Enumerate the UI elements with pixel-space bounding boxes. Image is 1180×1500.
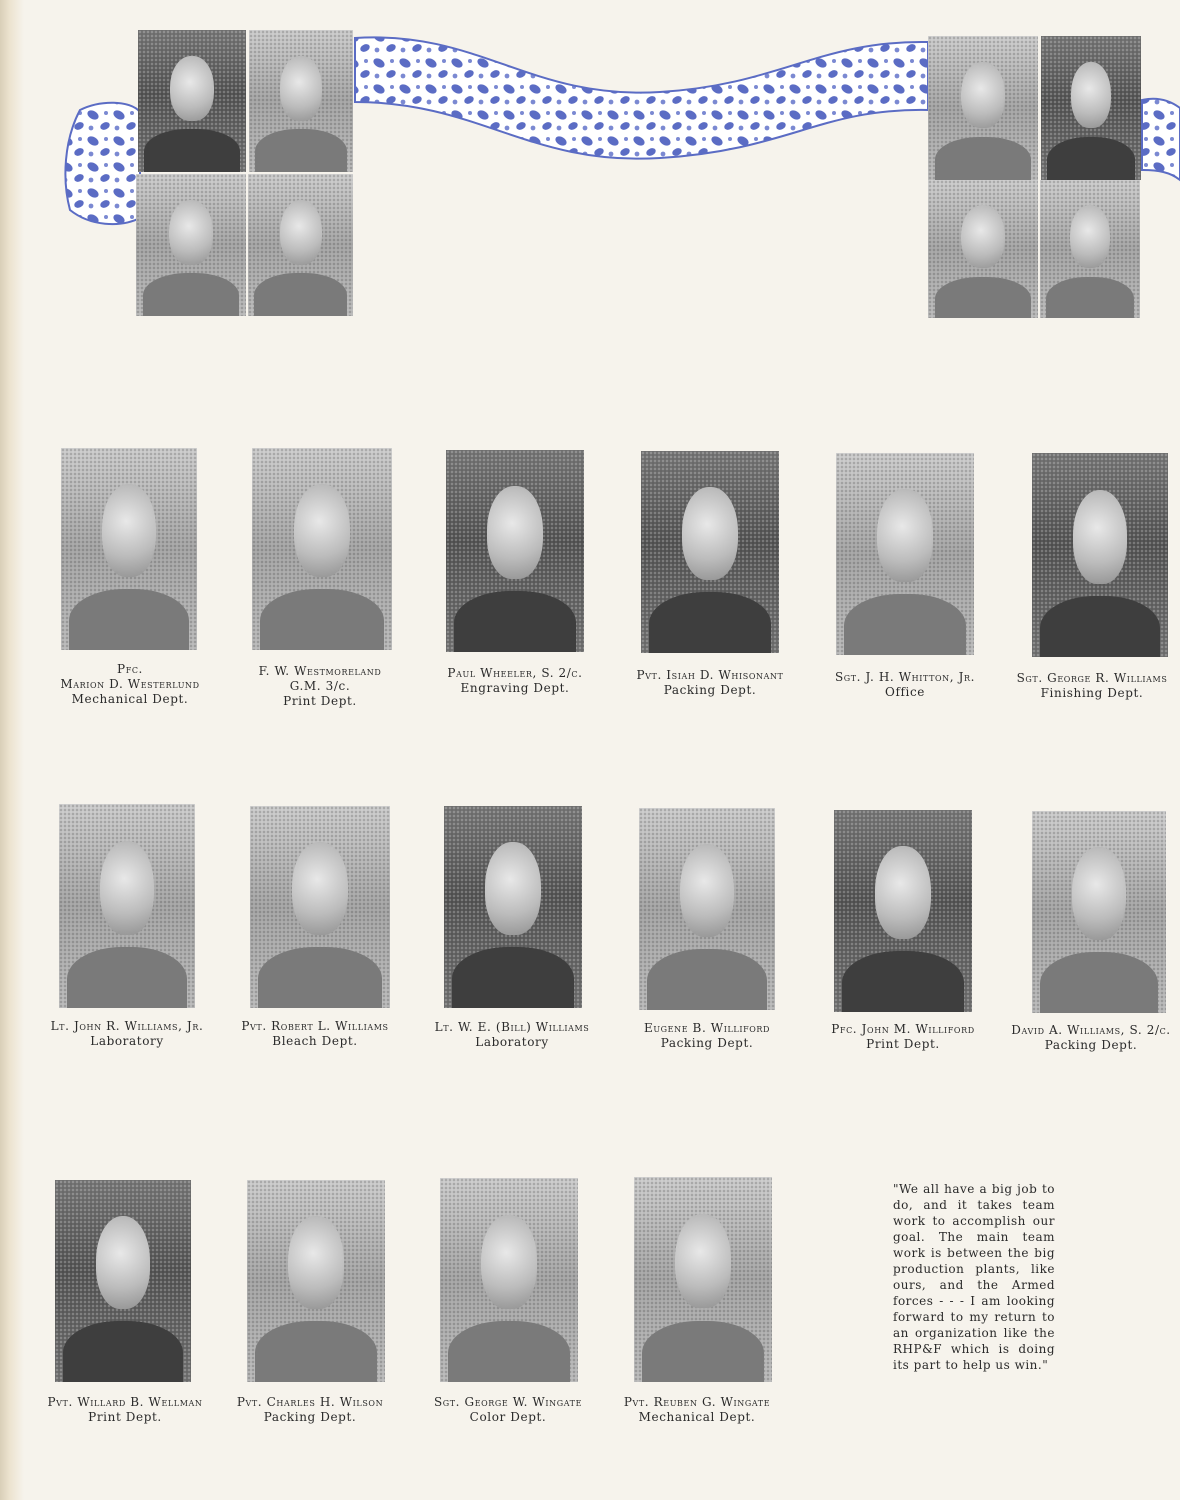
caption-line: Eugene B. Williford	[643, 1021, 771, 1035]
caption-line: Marion D. Westerlund	[60, 677, 200, 691]
portrait-caption	[415, 666, 615, 696]
portrait-caption	[412, 1020, 612, 1050]
portrait-photo	[440, 1178, 578, 1382]
portrait-caption	[25, 1395, 225, 1425]
portrait-photo	[136, 174, 246, 316]
portrait-photo	[1032, 811, 1166, 1013]
portrait-caption	[408, 1395, 608, 1425]
portrait-photo	[928, 180, 1038, 318]
caption-line: Print Dept.	[283, 694, 357, 708]
portrait-photo	[1041, 36, 1141, 180]
caption-line: David A. Williams, S. 2/c.	[1011, 1023, 1171, 1037]
page-binding-edge	[0, 0, 24, 1500]
portrait-caption	[210, 1395, 410, 1425]
portrait-caption	[30, 662, 230, 707]
caption-line: Paul Wheeler, S. 2/c.	[447, 666, 583, 680]
caption-line: Sgt. George W. Wingate	[433, 1395, 583, 1409]
caption-line: Pvt. Robert L. Williams	[241, 1019, 389, 1033]
portrait-photo	[639, 808, 775, 1010]
portrait-photo	[55, 1180, 191, 1382]
portrait-photo	[249, 30, 353, 172]
portrait-caption	[610, 668, 810, 698]
caption-line: Pfc. John M. Williford	[831, 1022, 975, 1036]
caption-line: Pvt. Charles H. Wilson	[236, 1395, 384, 1409]
caption-line: Color Dept.	[469, 1410, 547, 1424]
portrait-photo	[928, 36, 1038, 180]
ribbon-left-curl	[65, 103, 140, 224]
portrait-caption	[220, 664, 420, 709]
portrait-caption	[1003, 1023, 1179, 1053]
portrait-caption	[27, 1019, 227, 1049]
portrait-photo	[1040, 180, 1140, 318]
caption-line: Finishing Dept.	[1040, 686, 1144, 700]
caption-line: Lt. W. E. (Bill) Williams	[434, 1020, 590, 1034]
portrait-photo	[252, 448, 392, 650]
caption-line: G.M. 3/c.	[289, 679, 351, 693]
portrait-photo	[1032, 453, 1168, 657]
caption-line: Packing Dept.	[1044, 1038, 1138, 1052]
caption-line: Pfc.	[117, 662, 143, 676]
portrait-photo	[836, 453, 974, 655]
ribbon-right-tail	[1142, 99, 1180, 180]
portrait-photo	[250, 806, 390, 1008]
caption-line: Packing Dept.	[663, 683, 757, 697]
caption-line: Engraving Dept.	[460, 681, 570, 695]
portrait-caption	[805, 670, 1005, 700]
portrait-photo	[634, 1177, 772, 1382]
portrait-photo	[59, 804, 195, 1008]
portrait-caption	[597, 1395, 797, 1425]
portrait-photo	[138, 30, 246, 172]
caption-line: Print Dept.	[88, 1410, 162, 1424]
portrait-photo	[641, 451, 779, 653]
caption-line: Print Dept.	[866, 1037, 940, 1051]
portrait-photo	[247, 1180, 385, 1382]
portrait-photo	[248, 174, 353, 316]
caption-line: Mechanical Dept.	[638, 1410, 756, 1424]
portrait-photo	[444, 806, 582, 1008]
portrait-caption	[607, 1021, 807, 1051]
quote-text: "We all have a big job to do, and it takes team work to accomplish our goal. The main team work is between the big production plants, like ours, and the Armed forces - - - I am looking forward to my return to an organization like the RHP&F which is doing its part to help us win."	[893, 1182, 1055, 1372]
portrait-caption	[803, 1022, 1003, 1052]
caption-line: Lt. John R. Williams, Jr.	[50, 1019, 204, 1033]
caption-line: Pvt. Isiah D. Whisonant	[636, 668, 784, 682]
portrait-photo	[834, 810, 972, 1012]
caption-line: F. W. Westmoreland	[258, 664, 382, 678]
caption-line: Packing Dept.	[660, 1036, 754, 1050]
caption-line: Packing Dept.	[263, 1410, 357, 1424]
portrait-photo	[61, 448, 197, 650]
caption-line: Sgt. J. H. Whitton, Jr.	[834, 670, 976, 684]
caption-line: Pvt. Reuben G. Wingate	[623, 1395, 771, 1409]
caption-line: Laboratory	[90, 1034, 164, 1048]
caption-line: Sgt. George R. Williams	[1016, 671, 1168, 685]
caption-line: Bleach Dept.	[272, 1034, 358, 1048]
portrait-photo	[446, 450, 584, 652]
caption-line: Mechanical Dept.	[71, 692, 189, 706]
portrait-caption	[215, 1019, 415, 1049]
caption-line: Laboratory	[475, 1035, 549, 1049]
caption-line: Office	[885, 685, 925, 699]
caption-line: Pvt. Willard B. Wellman	[47, 1395, 203, 1409]
portrait-caption	[1008, 671, 1176, 701]
ribbon-middle-wave	[355, 37, 928, 158]
